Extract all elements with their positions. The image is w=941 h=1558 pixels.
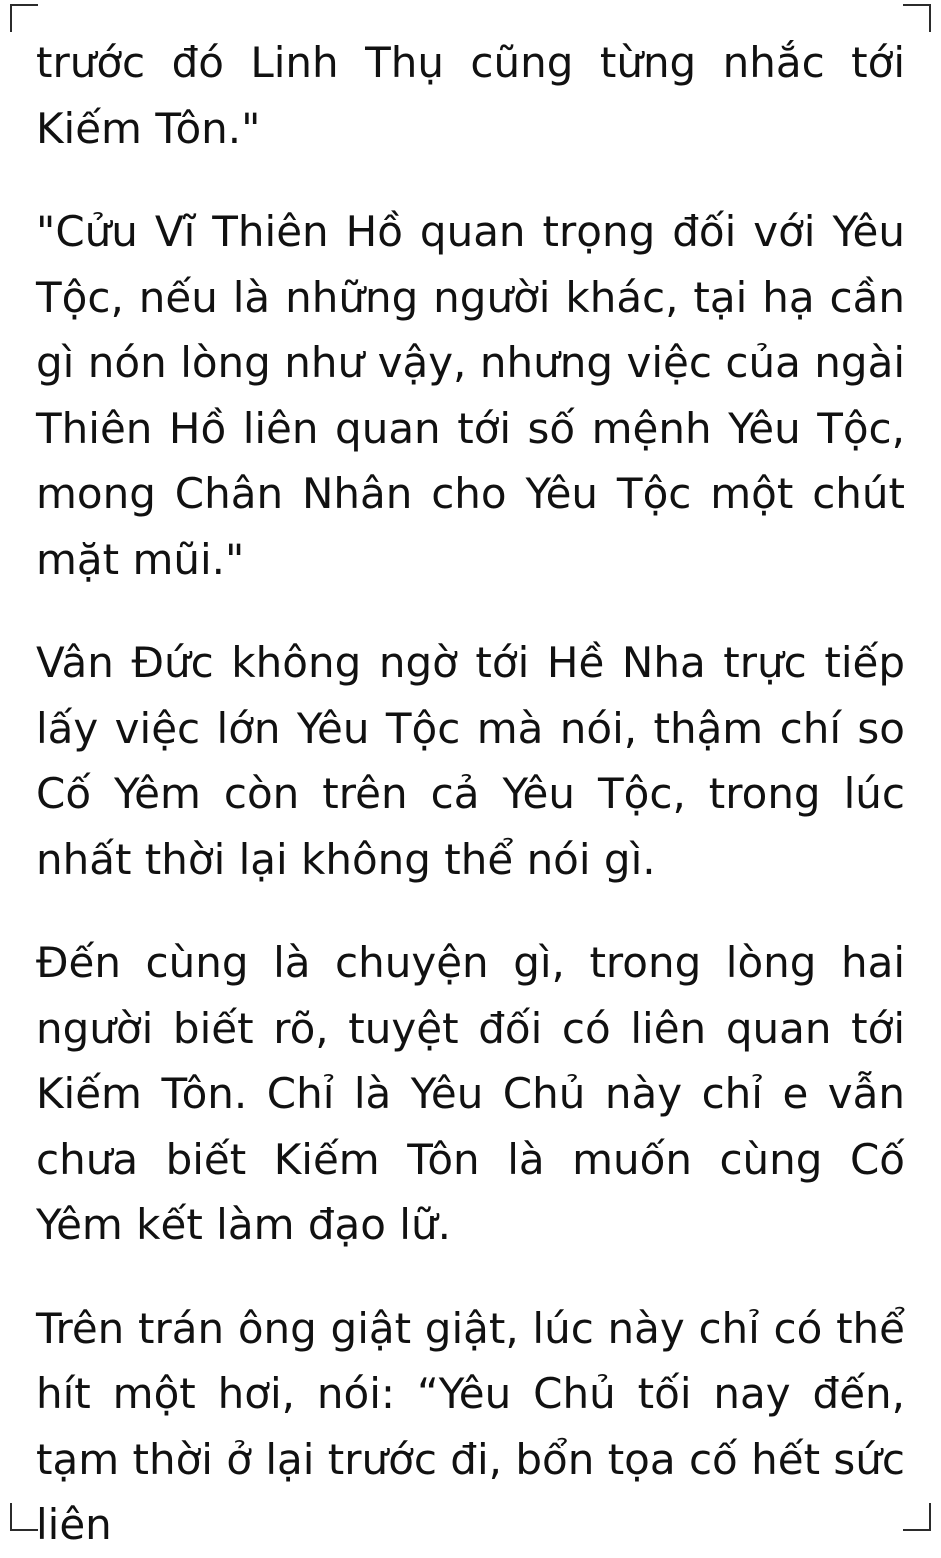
paragraph: Trên trán ông giật giật, lúc này chỉ có thể hít một hơi, nói: “Yêu Chủ tối nay đến, tạm thời ở lại trước đi, bổn tọa cố hết sức liên: [36, 1303, 905, 1550]
paragraph: trước đó Linh Thụ cũng từng nhắc tới Kiếm Tôn.": [36, 38, 905, 153]
paragraph: "Cửu Vĩ Thiên Hồ quan trọng đối với Yêu Tộc, nếu là những người khác, tại hạ cần gì nón lòng như vậy, nhưng việc của ngài Thiên Hồ liên quan tới số mệnh Yêu Tộc, mong Chân Nhân cho Yêu Tộc một chút mặt mũi.": [36, 207, 905, 584]
paragraph: Đến cùng là chuyện gì, trong lòng hai người biết rõ, tuyệt đối có liên quan tới Kiếm Tôn. Chỉ là Yêu Chủ này chỉ e vẫn chưa biết Kiếm Tôn là muốn cùng Cố Yêm kết làm đạo lữ.: [36, 938, 905, 1250]
paragraph: Vân Đức không ngờ tới Hề Nha trực tiếp lấy việc lớn Yêu Tộc mà nói, thậm chí so Cố Yêm còn trên cả Yêu Tộc, trong lúc nhất thời lại không thể nói gì.: [36, 638, 905, 884]
